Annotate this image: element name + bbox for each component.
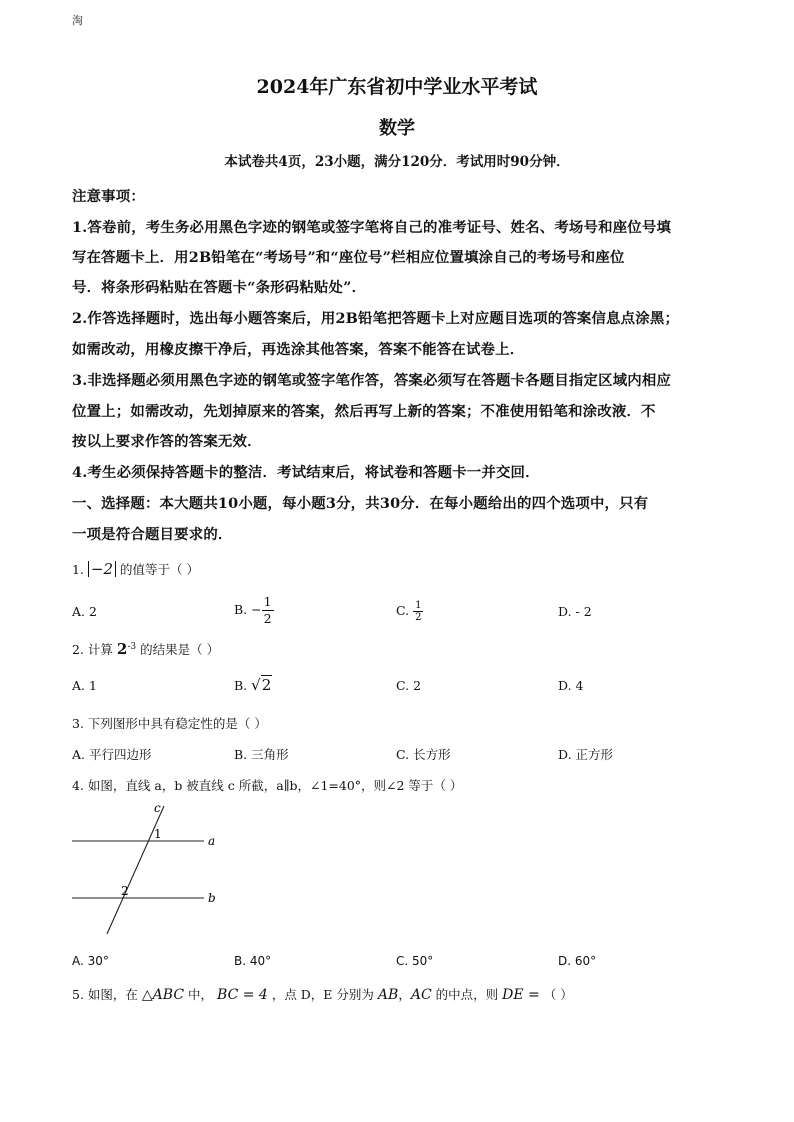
question-text: ，点 D，E 分别为 [271, 987, 374, 1002]
notice-line: 按以上要求作答的答案无效． [72, 433, 262, 450]
denominator: 2 [415, 612, 422, 623]
square-root: √2 [251, 676, 272, 694]
option-c: C. 长方形 [396, 747, 451, 762]
segment-ab: AB [377, 987, 399, 1003]
transversal-c [107, 806, 164, 934]
label-c: c [154, 801, 161, 815]
notice-line: 2.作答选择题时，选出每小题答案后，用2B铅笔把答题卡上对应题目选项的答案信息点涂黑； [72, 310, 680, 327]
label-b: b [208, 891, 216, 905]
given-length: BC = 4 [217, 987, 268, 1003]
label-a: a [208, 834, 216, 848]
option-label: B. [234, 678, 248, 693]
option-a: A. 2 [72, 604, 97, 619]
notice-line: 号．将条形码粘贴在答题卡“条形码粘贴处”． [72, 279, 367, 296]
question-text: 中， [188, 987, 214, 1002]
question-text: 2. 计算 [72, 642, 113, 657]
option-d: D. 60° [558, 954, 597, 968]
notice-heading: 注意事项： [72, 188, 145, 205]
question-text: 的结果是（ ） [140, 642, 220, 657]
triangle-abc: △ABC [141, 987, 185, 1003]
exam-subject: 数学 [379, 118, 415, 139]
fraction [262, 594, 274, 627]
absolute-value-expression: −2 [88, 561, 116, 577]
minus-sign: − [251, 602, 262, 617]
option-a: A. 平行四边形 [72, 747, 152, 762]
question-text: （ ） [543, 987, 573, 1002]
notice-line: 如需改动，用橡皮擦干净后，再选涂其他答案，答案不能答在试卷上． [72, 341, 525, 358]
angle-2-label: 2 [121, 884, 129, 898]
section-heading: 一项是符合题目要求的． [72, 526, 233, 543]
denominator: 2 [263, 611, 272, 626]
exam-title: 2024年广东省初中学业水平考试 [256, 76, 538, 98]
target-de: DE = [502, 987, 540, 1003]
question-1 [72, 560, 199, 578]
question-text: ， [398, 987, 411, 1002]
option-d: D. 4 [558, 678, 584, 693]
question-text: 5. 如图，在 [72, 987, 138, 1002]
power-exponent: -3 [127, 641, 137, 652]
option-d: D. - 2 [558, 604, 592, 619]
option-c: C. 50° [396, 954, 434, 968]
option-b [234, 676, 272, 694]
notice-line: 写在答题卡上．用2B铅笔在“考场号”和“座位号”栏相应位置填涂自己的考场号和座位 [72, 249, 625, 266]
option-label: C. [396, 603, 410, 618]
option-c: C. 2 [396, 678, 422, 693]
notice-line: 位置上；如需改动，先划掉原来的答案，然后再写上新的答案；不准使用铅笔和涂改液．不 [72, 403, 656, 420]
option-c [396, 600, 423, 623]
option-b: B. 三角形 [234, 747, 289, 762]
question-2 [72, 640, 219, 658]
option-a: A. 1 [72, 678, 97, 693]
question-4: 4. 如图，直线 a，b 被直线 c 所截，a∥b，∠1=40°，则∠2 等于（ ） [72, 778, 463, 793]
corner-mark: 淘 [72, 14, 83, 27]
section-heading: 一、选择题：本大题共10小题，每小题3分，共30分．在每小题给出的四个选项中，只有 [72, 495, 649, 512]
option-label: B. [234, 602, 248, 617]
option-b: B. 40° [234, 954, 272, 968]
question-5 [72, 985, 573, 1003]
notice-line: 1.答卷前，考生务必用黑色字迹的钢笔或签字笔将自己的准考证号、姓名、考场号和座位号填 [72, 219, 672, 236]
notice-line: 4.考生必须保持答题卡的整洁．考试结束后，将试卷和答题卡一并交回． [72, 464, 540, 481]
segment-ac: AC [410, 987, 432, 1003]
notice-line: 3.非选择题必须用黑色字迹的钢笔或签字笔作答，答案必须写在答题卡各题目指定区域内相应 [72, 372, 672, 389]
option-d: D. 正方形 [558, 747, 614, 762]
parallel-lines-figure [66, 800, 226, 940]
exam-info: 本试卷共4页，23小题，满分120分．考试用时90分钟． [224, 154, 570, 170]
option-a: A. 30° [72, 954, 109, 968]
angle-1-label: 1 [154, 827, 162, 841]
radicand: 2 [261, 676, 272, 694]
question-text: 的值等于（ ） [120, 562, 200, 577]
question-text: 的中点，则 [435, 987, 499, 1002]
power-base: 2 [116, 640, 128, 658]
numerator: 1 [415, 600, 422, 611]
fraction [413, 600, 423, 623]
option-b [234, 594, 274, 627]
numerator: 1 [263, 594, 272, 609]
question-3: 3. 下列图形中具有稳定性的是（ ） [72, 716, 267, 731]
question-number: 1. [72, 562, 84, 577]
